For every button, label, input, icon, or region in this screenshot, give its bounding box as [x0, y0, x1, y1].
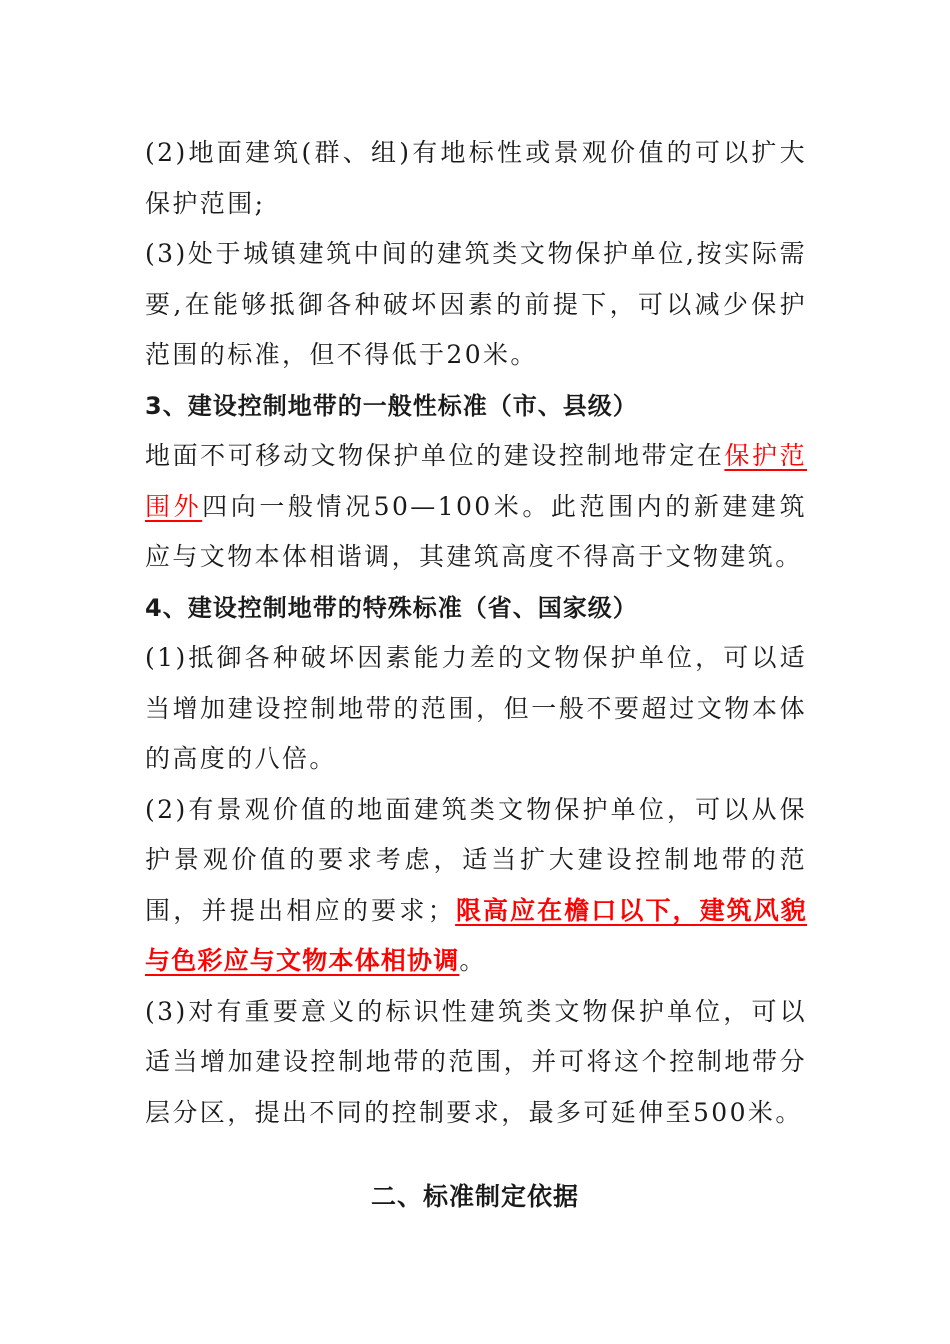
paragraph-special-standard-1: (1)抵御各种破坏因素能力差的文物保护单位，可以适当增加建设控制地带的范围，但一般不要超过文物本体的高度的八倍。 [145, 643, 807, 773]
highlight-text: 保护范围外 [145, 441, 808, 521]
paragraph-text: 四向一般情况50—100米。此范围内的新建建筑应与文物本体相谐调，其建筑高度不得高于文物建筑。 [145, 491, 807, 571]
paragraph-text: 。 [459, 946, 487, 975]
document-body [145, 128, 807, 1138]
heading-general-standard: 3、建设控制地带的一般性标准（市、县级） [145, 391, 638, 420]
paragraph-special-standard-3: (3)对有重要意义的标识性建筑类文物保护单位，可以适当增加建设控制地带的范围，并可将这个控制地带分层分区，提出不同的控制要求，最多可延伸至500米。 [145, 996, 807, 1127]
paragraph-text: (2)有景观价值的地面建筑类文物保护单位，可以从保护景观价值的要求考虑，适当扩大建设控制地带的范围，并提出相应的要求； [145, 794, 807, 925]
paragraph-general-standard [145, 431, 807, 583]
paragraph-protection-scope-landmark: (2)地面建筑(群、组)有地标性或景观价值的可以扩大保护范围; [145, 138, 807, 218]
highlight-text: 限高应在檐口以下，建筑风貌与色彩应与文物本体相协调 [145, 895, 807, 975]
heading-special-standard: 4、建设控制地带的特殊标准（省、国家级） [145, 593, 638, 622]
paragraph-protection-scope-urban: (3)处于城镇建筑中间的建筑类文物保护单位,按实际需要,在能够抵御各种破坏因素的前提下，可以减少保护范围的标准，但不得低于20米。 [145, 239, 807, 369]
section-title: 二、标准制定依据 [370, 1182, 579, 1211]
paragraph-text: 地面不可移动文物保护单位的建设控制地带定在 [145, 441, 725, 470]
paragraph-special-standard-2 [145, 785, 807, 987]
